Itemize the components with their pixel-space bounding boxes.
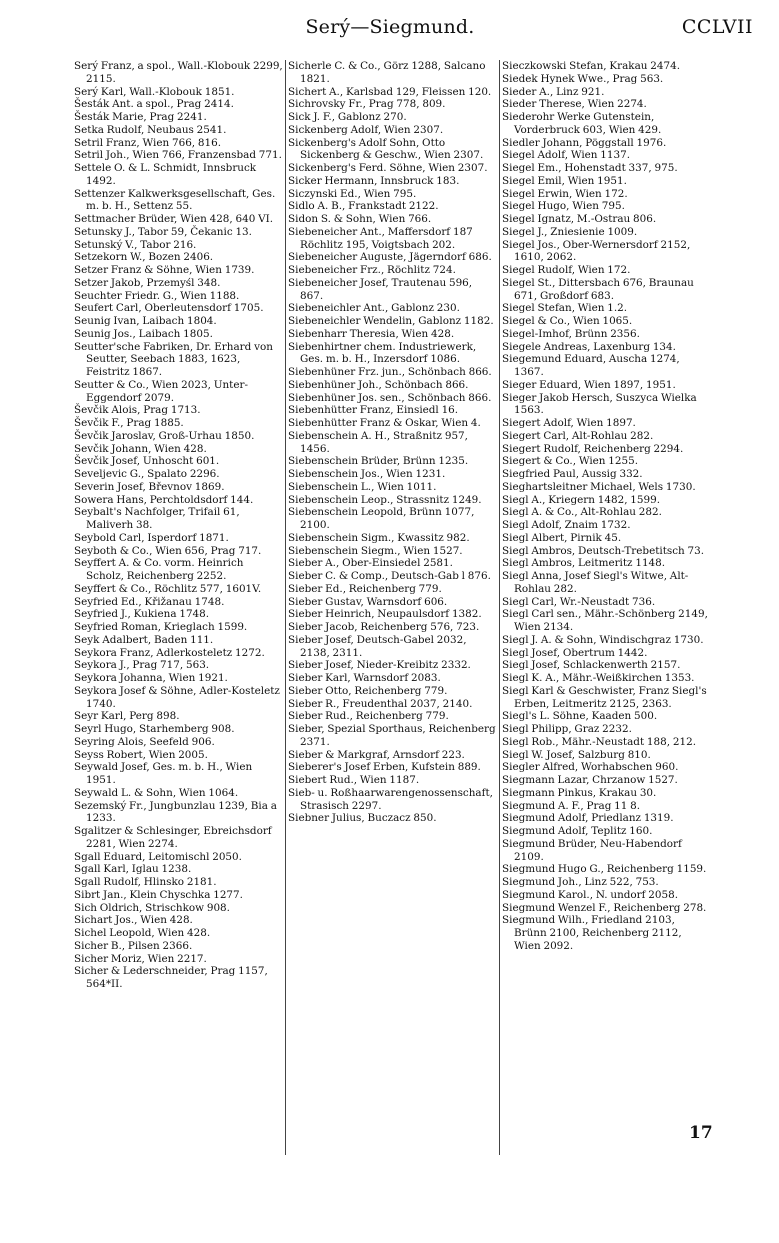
directory-entry: Sezemský Fr., Jungbunzlau 1239, Bia a 1233. xyxy=(74,799,277,825)
directory-entry: Sickenberg Adolf, Wien 2307. xyxy=(288,123,444,136)
directory-entry: Seyss Robert, Wien 2005. xyxy=(74,748,208,761)
directory-entry: Seykora J., Prag 717, 563. xyxy=(74,659,210,672)
directory-entry: Severin Josef, Břevnov 1869. xyxy=(74,480,225,493)
directory-entry: Siegl Carl sen., Mähr.-Schönberg 2149, Wien 2134. xyxy=(502,608,708,633)
directory-entry: Siegl Adolf, Znaim 1732. xyxy=(502,519,631,531)
directory-entry: Setril Joh., Wien 766, Franzensbad 771. xyxy=(74,149,282,162)
directory-entry: Siegel Erwin, Wien 172. xyxy=(502,187,628,200)
directory-entry: Seunig Ivan, Laibach 1804. xyxy=(74,315,217,327)
directory-entry: Siebenhüner Jos. sen., Schönbach 866. xyxy=(288,391,492,404)
directory-entry: Siegl W. Josef, Salzburg 810. xyxy=(502,748,651,761)
directory-entry: Seyr Karl, Perg 898. xyxy=(74,710,180,723)
directory-entry: Siebenhüner Frz. jun., Schönbach 866. xyxy=(288,366,492,378)
directory-entry: Siegmund Hugo G., Reichenberg 1159. xyxy=(502,863,707,876)
directory-entry: Siegl Ambros, Leitmeritz 1148. xyxy=(502,557,666,570)
directory-entry: Seybalt's Nachfolger, Trifail 61, Maliverh 38. xyxy=(74,506,240,531)
directory-entry: Ševčik Jaroslav, Groß-Urhau 1850. xyxy=(74,429,255,442)
directory-entry: Sichrovsky Fr., Prag 778, 809. xyxy=(288,98,446,111)
directory-entry: Siebenschein Siegm., Wien 1527. xyxy=(288,544,463,557)
directory-entry: Siegl A., Kriegern 1482, 1599. xyxy=(502,493,661,506)
directory-entry: Sowera Hans, Perchtoldsdorf 144. xyxy=(74,493,254,506)
directory-entry: Šesták Marie, Prag 2241. xyxy=(74,111,207,123)
directory-entry: Sich Oldrich, Strischkow 908. xyxy=(74,901,230,914)
directory-entry: Siegl Philipp, Graz 2232. xyxy=(502,723,632,735)
directory-entry: Sieber Otto, Reichenberg 779. xyxy=(288,684,448,697)
directory-entry: Siegmund A. F., Prag 11 8. xyxy=(502,799,641,812)
column-left xyxy=(74,60,284,1160)
roman-page-number: CCLVII xyxy=(681,16,753,38)
directory-entry: Siegel Rudolf, Wien 172. xyxy=(502,264,631,276)
directory-entry: Settele O. & L. Schmidt, Innsbruck 1492. xyxy=(74,162,257,187)
directory-entry: Siegert Rudolf, Reichenberg 2294. xyxy=(502,442,684,455)
directory-entry: Siebeneicher Ant., Maffersdorf 187 Röchlitz 195, Voigtsbach 202. xyxy=(288,225,473,251)
directory-entry: Siebenschein Jos., Wien 1231. xyxy=(288,468,446,480)
directory-entry: Siebenschein Sigm., Kwassitz 982. xyxy=(288,531,470,544)
directory-entry: Seykora Franz, Adlerkosteletz 1272. xyxy=(74,646,265,659)
directory-entry: Siegmann Lazar, Chrzanow 1527. xyxy=(502,774,678,786)
directory-entry: Seywald Josef, Ges. m. b. H., Wien 1951. xyxy=(74,761,253,786)
directory-entry: Siegl Carl, Wr.-Neustadt 736. xyxy=(502,595,656,608)
directory-entry: Siebenhütter Franz, Einsiedl 16. xyxy=(288,404,459,417)
directory-entry: Sgall Eduard, Leitomischl 2050. xyxy=(74,850,242,863)
directory-entry: Sicher & Lederschneider, Prag 1157, 564*II. xyxy=(74,965,268,990)
directory-entry: Siederohr Werke Gutenstein, Vorderbruck 603, Wien 429. xyxy=(502,111,662,136)
directory-entry: Seyfried Ed., Křižanau 1748. xyxy=(74,595,225,608)
directory-entry: Sieber Josef, Nieder-Kreibitz 2332. xyxy=(288,659,471,672)
directory-entry: Sieber Gustav, Warnsdorf 606. xyxy=(288,595,448,608)
directory-entry: Ševčik F., Prag 1885. xyxy=(74,417,184,429)
directory-entry: Sieber Rud., Reichenberg 779. xyxy=(288,710,449,723)
directory-entry: Siegel Em., Hohenstadt 337, 975. xyxy=(502,162,678,174)
directory-entry: Siegemund Eduard, Auscha 1274, 1367. xyxy=(502,353,680,378)
directory-entry: Siegl's L. Söhne, Kaaden 500. xyxy=(502,710,658,723)
directory-entry: Siedler Johann, Pöggstall 1976. xyxy=(502,136,667,149)
directory-entry: Sicher Moriz, Wien 2217. xyxy=(74,952,207,965)
directory-entry: Siegel Jos., Ober-Wernersdorf 2152, 1610, 2062. xyxy=(502,238,691,264)
directory-entry: Siebenhüner Joh., Schönbach 866. xyxy=(288,378,469,391)
column-divider xyxy=(499,60,500,1155)
directory-entry: Sieber Josef, Deutsch-Gabel 2032, 2138, 2311. xyxy=(288,633,467,659)
directory-entry: Sieber & Markgraf, Arnsdorf 223. xyxy=(288,748,465,761)
column-divider xyxy=(285,60,286,1155)
directory-entry: Siegele Andreas, Laxenburg 134. xyxy=(502,340,676,353)
page-number: 17 xyxy=(689,1123,713,1143)
directory-entry: Setka Rudolf, Neubaus 2541. xyxy=(74,123,227,136)
directory-entry: Sevčik Johann, Wien 428. xyxy=(74,442,207,455)
directory-entry: Siegert Carl, Alt-Rohlau 282. xyxy=(502,429,654,442)
directory-entry: Seyboth & Co., Wien 656, Prag 717. xyxy=(74,544,262,557)
directory-entry: Siegmund Wilh., Friedland 2103, Brünn 2100, Reichenberg 2112, Wien 2092. xyxy=(502,914,682,952)
directory-entry: Sicker Hermann, Innsbruck 183. xyxy=(288,174,460,187)
directory-entry: Siedek Hynek Wwe., Prag 563. xyxy=(502,72,664,85)
directory-entry: Siegmann Pinkus, Krakau 30. xyxy=(502,786,657,799)
directory-entry: Sieber C. & Comp., Deutsch-Gab l 876. xyxy=(288,570,491,582)
directory-entry: Siegl Ambros, Deutsch-Trebetitsch 73. xyxy=(502,544,705,557)
directory-entry: Siegl Rob., Mähr.-Neustadt 188, 212. xyxy=(502,735,697,748)
directory-entry: Sichert A., Karlsbad 129, Fleissen 120. xyxy=(288,85,492,98)
directory-entry: Siebenschein Leopold, Brünn 1077, 2100. xyxy=(288,506,475,531)
directory-entry: Sickenberg's Ferd. Söhne, Wien 2307. xyxy=(288,162,488,174)
directory-entry: Setzer Jakob, Przemyśl 348. xyxy=(74,276,221,289)
directory-entry: Siebenharr Theresia, Wien 428. xyxy=(288,327,455,340)
directory-entry: Serý Karl, Wall.-Klobouk 1851. xyxy=(74,85,235,98)
directory-entry: Seutter'sche Fabriken, Dr. Erhard von Seutter, Seebach 1883, 1623, Feistritz 1867. xyxy=(74,340,273,378)
directory-entry: Sgalitzer & Schlesinger, Ebreichsdorf 2281, Wien 2274. xyxy=(74,825,272,850)
directory-entry: Sickenberg's Adolf Sohn, Otto Sickenberg & Geschw., Wien 2307. xyxy=(288,136,484,162)
directory-entry: Siegel St., Dittersbach 676, Braunau 671, Großdorf 683. xyxy=(502,276,694,302)
directory-entry: Siegl Anna, Josef Siegl's Witwe, Alt-Rohlau 282. xyxy=(502,570,689,595)
directory-entry: Siebenschein Brüder, Brünn 1235. xyxy=(288,455,469,468)
directory-entry: Siegert Adolf, Wien 1897. xyxy=(502,417,636,429)
directory-entry: Seunig Jos., Laibach 1805. xyxy=(74,327,213,340)
directory-entry: Siegl Josef, Schlackenwerth 2157. xyxy=(502,659,681,672)
directory-entry: Setzekorn W., Bozen 2406. xyxy=(74,251,214,264)
directory-entry: Seyrl Hugo, Starhemberg 908. xyxy=(74,723,235,735)
directory-entry: Siebenschein L., Wien 1011. xyxy=(288,480,437,493)
directory-entry: Seykora Josef & Söhne, Adler-Kosteletz 1740. xyxy=(74,684,280,710)
directory-entry: Ševčik Alois, Prag 1713. xyxy=(74,404,201,417)
directory-entry: Seyfried J., Kukiena 1748. xyxy=(74,608,210,621)
directory-entry: Siegel Hugo, Wien 795. xyxy=(502,200,625,213)
directory-entry: Sieber, Spezial Sporthaus, Reichenberg 2371. xyxy=(288,723,496,748)
directory-entry: Siegel Adolf, Wien 1137. xyxy=(502,149,631,162)
directory-entry: Siegert & Co., Wien 1255. xyxy=(502,455,639,468)
directory-entry: Siegl Josef, Obertrum 1442. xyxy=(502,646,648,659)
directory-entry: Sieger Eduard, Wien 1897, 1951. xyxy=(502,378,676,391)
directory-entry: Sieczkowski Stefan, Krakau 2474. xyxy=(502,60,681,72)
directory-entry: Siebeneicher Auguste, Jägerndorf 686. xyxy=(288,251,492,264)
directory-entry: Siegfried Paul, Aussig 332. xyxy=(502,468,643,480)
directory-entry: Sichel Leopold, Wien 428. xyxy=(74,927,211,939)
column-middle xyxy=(288,60,496,1160)
directory-entry: Siegel J., Zniesienie 1009. xyxy=(502,225,638,238)
directory-entry: Sidon S. & Sohn, Wien 766. xyxy=(288,213,432,225)
directory-entry: Seutter & Co., Wien 2023, Unter-Eggendorf 2079. xyxy=(74,378,248,404)
directory-entry: Siegmund Brüder, Neu-Habendorf 2109. xyxy=(502,837,682,863)
directory-entry: Siegmund Karol., N. undorf 2058. xyxy=(502,888,679,901)
directory-entry: Siegler Alfred, Worhabschen 960. xyxy=(502,761,679,774)
directory-entry: Sieder Therese, Wien 2274. xyxy=(502,98,647,111)
directory-entry: Siebeneichler Wendelin, Gablonz 1182. xyxy=(288,315,494,327)
directory-entry: Setzer Franz & Söhne, Wien 1739. xyxy=(74,264,255,276)
directory-entry: Seykora Johanna, Wien 1921. xyxy=(74,672,228,684)
directory-entry: Serý Franz, a spol., Wall.-Klobouk 2299, 2115. xyxy=(74,60,283,85)
directory-entry: Sieber Karl, Warnsdorf 2083. xyxy=(288,672,441,684)
directory-entry: Siebner Julius, Buczacz 850. xyxy=(288,812,437,825)
directory-entry: Seyring Alois, Seefeld 906. xyxy=(74,735,215,748)
directory-entry: Siebeneicher Frz., Röchlitz 724. xyxy=(288,264,456,276)
column-right xyxy=(502,60,710,1160)
directory-entry: Seyk Adalbert, Baden 111. xyxy=(74,633,214,646)
directory-entry: Siebeneichler Ant., Gablonz 230. xyxy=(288,302,460,315)
directory-entry: Seybold Carl, Isperdorf 1871. xyxy=(74,531,229,544)
directory-entry: Ševčik Josef, Unhoscht 601. xyxy=(74,455,220,468)
directory-entry: Siegmund Joh., Linz 522, 753. xyxy=(502,876,659,888)
directory-entry: Siegmund Adolf, Teplitz 160. xyxy=(502,825,653,837)
directory-entry: Sibrt Jan., Klein Chyschka 1277. xyxy=(74,888,243,901)
directory-entry: Seuchter Friedr. G., Wien 1188. xyxy=(74,289,240,302)
directory-entry: Sichart Jos., Wien 428. xyxy=(74,914,193,927)
page-header xyxy=(0,10,779,50)
directory-entry: Setril Franz, Wien 766, 816. xyxy=(74,136,222,149)
directory-entry: Siegel Ignatz, M.-Ostrau 806. xyxy=(502,213,657,225)
directory-entry: Siegl Albert, Pirnik 45. xyxy=(502,531,622,544)
directory-entry: Sieber R., Freudenthal 2037, 2140. xyxy=(288,697,473,710)
directory-entry: Siebenschein A. H., Straßnitz 957, 1456. xyxy=(288,429,468,455)
directory-entry: Seywald L. & Sohn, Wien 1064. xyxy=(74,786,239,799)
directory-entry: Siebert Rud., Wien 1187. xyxy=(288,774,420,786)
directory-entry: Siegl Karl & Geschwister, Franz Siegl's Erben, Leitmeritz 2125, 2363. xyxy=(502,684,707,710)
directory-entry: Siegl J. A. & Sohn, Windischgraz 1730. xyxy=(502,633,704,646)
directory-entry: Sieber Ed., Reichenberg 779. xyxy=(288,582,442,595)
directory-entry: Siegmund Wenzel F., Reichenberg 278. xyxy=(502,901,707,914)
directory-entry: Siegmund Adolf, Priedlanz 1319. xyxy=(502,812,674,825)
directory-entry: Siczynski Ed., Wien 795. xyxy=(288,187,417,200)
directory-entry: Siebeneicher Josef, Trautenau 596, 867. xyxy=(288,276,473,302)
directory-entry: Settmacher Brüder, Wien 428, 640 VI. xyxy=(74,213,274,225)
directory-entry: Siegl K. A., Mähr.-Weißkirchen 1353. xyxy=(502,672,695,684)
directory-entry: Sicherle C. & Co., Görz 1288, Salcano 1821. xyxy=(288,60,486,85)
directory-entry: Siegl A. & Co., Alt-Rohlau 282. xyxy=(502,506,662,519)
directory-entry: Sgall Karl, Iglau 1238. xyxy=(74,863,192,876)
directory-entry: Siegel Emil, Wien 1951. xyxy=(502,174,627,187)
directory-entry: Siegel & Co., Wien 1065. xyxy=(502,315,633,327)
directory-entry: Sick J. F., Gablonz 270. xyxy=(288,111,407,123)
directory-entry: Sieger Jakob Hersch, Suszyca Wielka 1563. xyxy=(502,391,697,417)
directory-entry: Seyffert A. & Co. vorm. Heinrich Scholz, Reichenberg 2252. xyxy=(74,557,244,582)
directory-entry: Sieghartsleitner Michael, Wels 1730. xyxy=(502,480,696,493)
directory-entry: Šesták Ant. a spol., Prag 2414. xyxy=(74,98,234,111)
directory-entry: Sieber Jacob, Reichenberg 576, 723. xyxy=(288,621,480,633)
directory-entry: Sidlo A. B., Frankstadt 2122. xyxy=(288,200,439,213)
running-title: Serý—Siegmund. xyxy=(305,16,475,38)
directory-entry: Seufert Carl, Oberleutensdorf 1705. xyxy=(74,302,264,315)
directory-entry: Setunský V., Tabor 216. xyxy=(74,238,197,251)
directory-entry: Sieder A., Linz 921. xyxy=(502,85,605,98)
directory-entry: Siebenhirtner chem. Industriewerk, Ges. m. b. H., Inzersdorf 1086. xyxy=(288,340,477,366)
directory-entry: Seyffert & Co., Röchlitz 577, 1601V. xyxy=(74,582,262,595)
directory-entry: Seyfried Roman, Krieglach 1599. xyxy=(74,621,248,633)
directory-entry: Setunsky J., Tabor 59, Čekanic 13. xyxy=(74,225,252,238)
directory-entry: Sgall Rudolf, Hlinsko 2181. xyxy=(74,876,217,888)
directory-entry: Siebenschein Leop., Strassnitz 1249. xyxy=(288,493,482,506)
directory-entry: Sicher B., Pilsen 2366. xyxy=(74,939,193,952)
directory-entry: Sieberer's Josef Erben, Kufstein 889. xyxy=(288,761,481,774)
directory-entry: Sieber A., Ober-Einsiedel 2581. xyxy=(288,557,453,570)
directory-entry: Sieber Heinrich, Neupaulsdorf 1382. xyxy=(288,608,482,621)
directory-entry: Sieb- u. Roßhaarwarengenossenschaft, Strasisch 2297. xyxy=(288,786,493,812)
directory-entry: Siegel Stefan, Wien 1.2. xyxy=(502,302,628,315)
directory-entry: Settenzer Kalkwerksgesellschaft, Ges. m. b. H., Settenz 55. xyxy=(74,187,276,213)
directory-entry: Seveljevic G., Spalato 2296. xyxy=(74,468,220,480)
directory-entry: Siegel-Imhof, Brünn 2356. xyxy=(502,327,640,340)
directory-entry: Siebenhütter Franz & Oskar, Wien 4. xyxy=(288,417,481,429)
